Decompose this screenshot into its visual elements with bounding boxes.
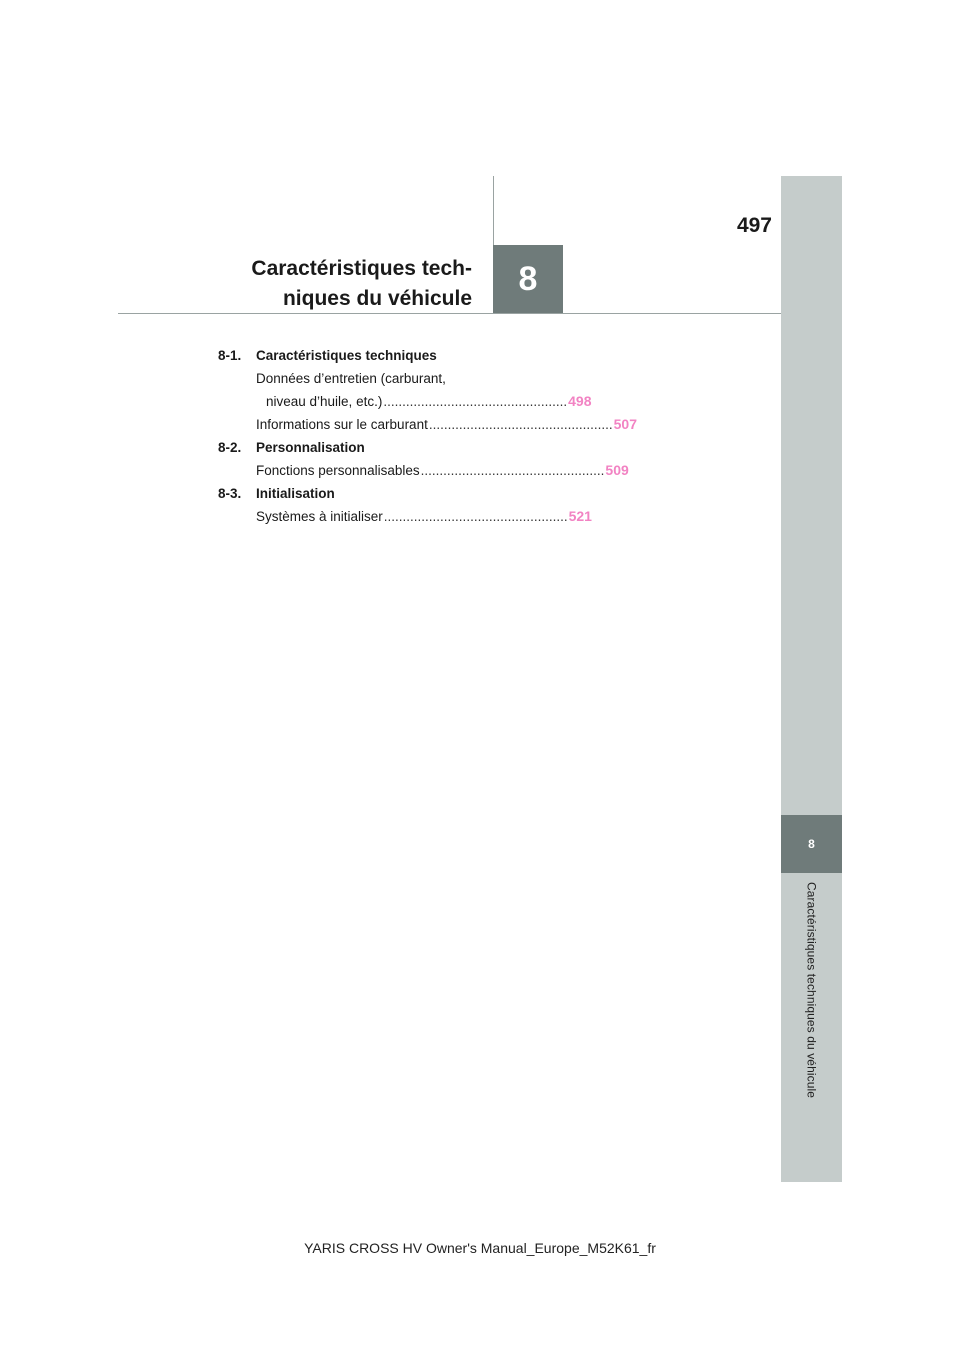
toc-entry-systems-init[interactable] bbox=[218, 505, 592, 528]
page-footer: YARIS CROSS HV Owner's Manual_Europe_M52K61_fr bbox=[304, 1240, 656, 1256]
table-of-contents bbox=[218, 344, 637, 528]
toc-entry-text: Informations sur le carburant bbox=[256, 417, 428, 432]
toc-entry-text-cont: niveau d’huile, etc.) bbox=[266, 394, 383, 409]
dot-leader: ................................................. bbox=[420, 463, 605, 478]
toc-entry-text: Fonctions personnalisables bbox=[256, 463, 420, 478]
toc-section-8-3[interactable] bbox=[218, 482, 518, 505]
dot-leader: ................................................. bbox=[428, 417, 613, 432]
side-tab-label-container bbox=[781, 882, 842, 1172]
side-chapter-tab[interactable] bbox=[781, 815, 842, 873]
dot-leader: ................................................. bbox=[383, 394, 568, 409]
toc-section-number: 8-1. bbox=[218, 348, 242, 363]
side-tab-label: Caractéristiques techniques du véhicule bbox=[804, 882, 819, 1099]
toc-page-link[interactable]: 509 bbox=[605, 462, 629, 478]
toc-section-8-2[interactable] bbox=[218, 436, 518, 459]
toc-page-link[interactable]: 498 bbox=[568, 393, 592, 409]
toc-section-number: 8-2. bbox=[218, 440, 242, 455]
toc-entry-fuel-info[interactable] bbox=[218, 413, 637, 436]
side-tab-number: 8 bbox=[808, 837, 815, 851]
toc-page-link[interactable]: 507 bbox=[613, 416, 637, 432]
toc-entry-text: Données d’entretien (carburant, bbox=[256, 371, 446, 386]
toc-entry-text: Systèmes à initialiser bbox=[256, 509, 383, 524]
toc-page-link[interactable]: 521 bbox=[568, 508, 592, 524]
toc-section-title: Initialisation bbox=[256, 486, 335, 501]
toc-section-title: Personnalisation bbox=[256, 440, 365, 455]
toc-section-8-1[interactable] bbox=[218, 344, 518, 367]
chapter-number-box bbox=[493, 245, 563, 313]
chapter-number: 8 bbox=[518, 259, 538, 298]
page-number: 497 bbox=[736, 214, 772, 237]
chapter-title bbox=[180, 254, 472, 314]
chapter-title-line1: Caractéristiques tech- bbox=[251, 257, 472, 280]
header-vertical-divider bbox=[493, 176, 494, 246]
toc-entry-maintenance-data[interactable] bbox=[218, 367, 592, 413]
toc-entry-custom-functions[interactable] bbox=[218, 459, 629, 482]
toc-section-number: 8-3. bbox=[218, 486, 242, 501]
chapter-title-line2: niques du véhicule bbox=[282, 287, 472, 310]
dot-leader: ................................................. bbox=[383, 509, 568, 524]
toc-section-title: Caractéristiques techniques bbox=[256, 348, 437, 363]
